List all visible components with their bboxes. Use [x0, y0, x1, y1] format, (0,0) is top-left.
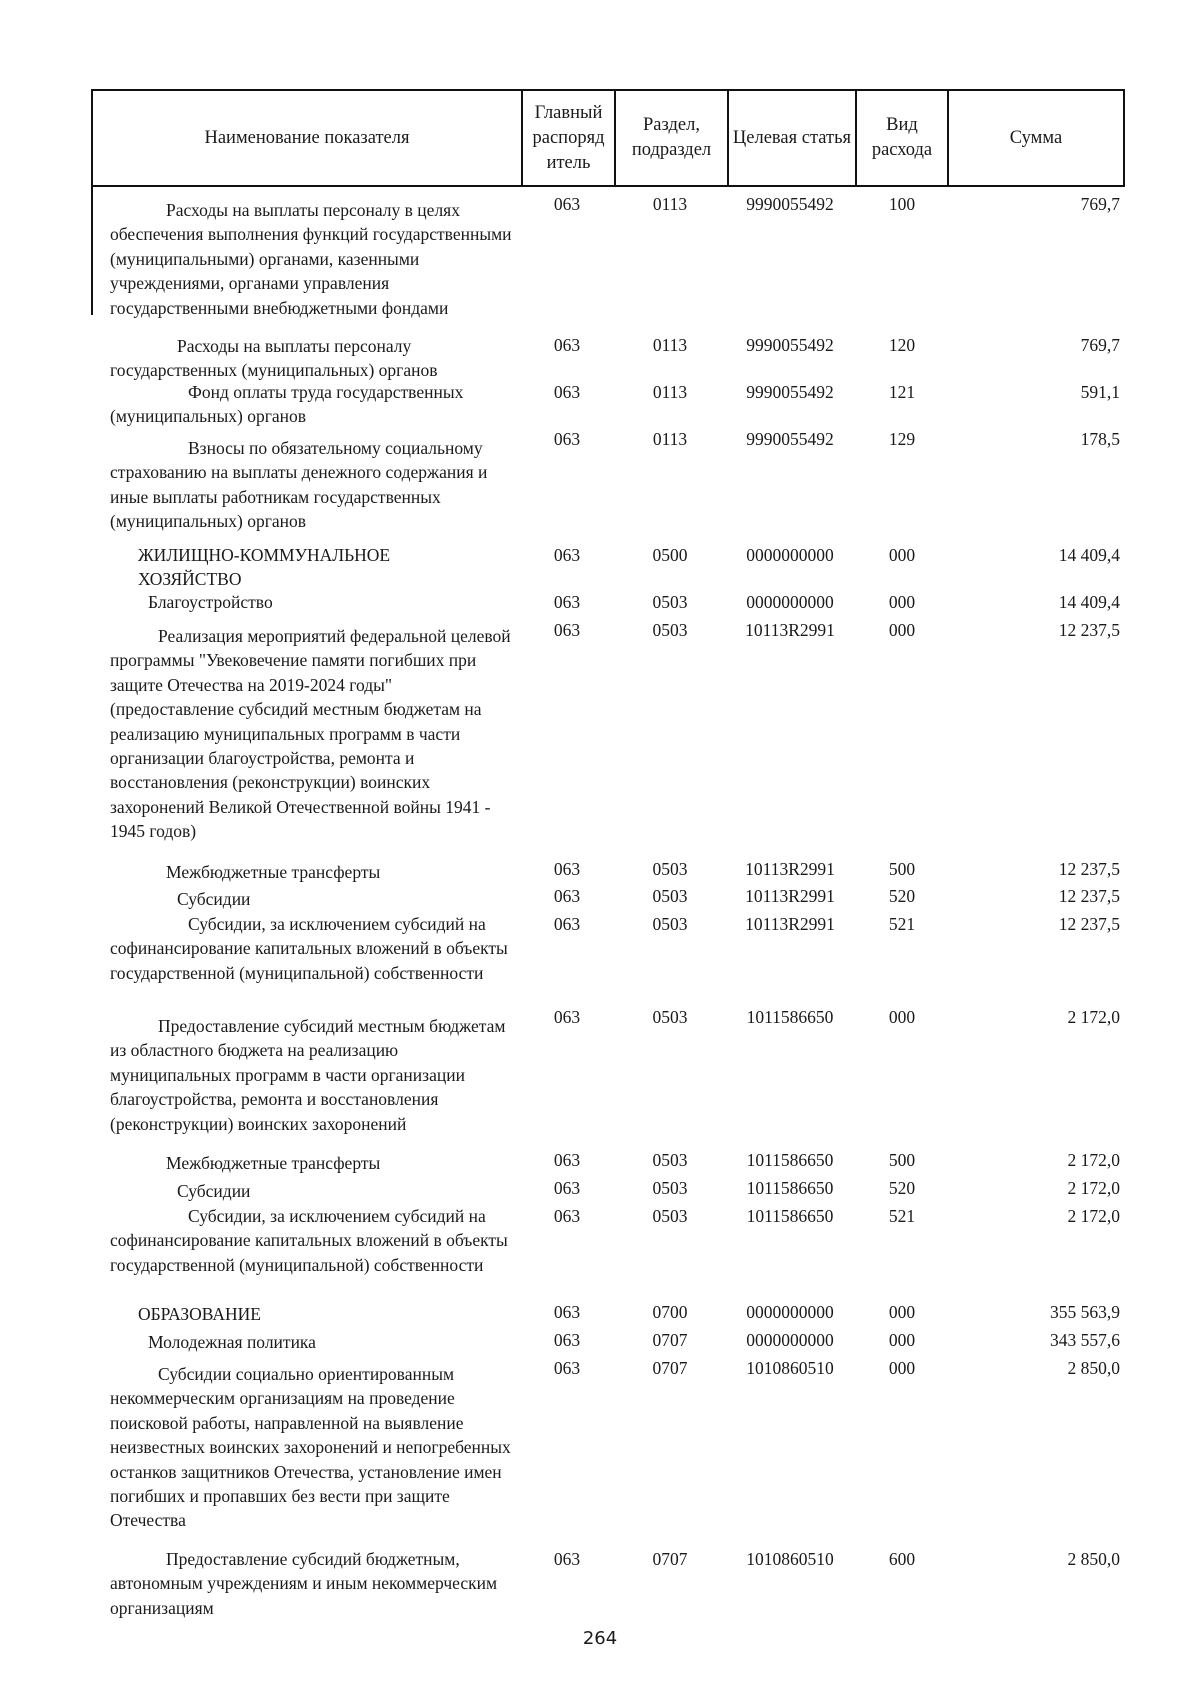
row-section: 0503: [652, 620, 688, 640]
page-number: 264: [582, 1628, 618, 1649]
row-expense-type: 500: [888, 859, 916, 879]
row-expense-type: 000: [888, 1302, 916, 1322]
row-section: 0503: [652, 886, 688, 906]
row-section: 0700: [652, 1302, 688, 1322]
row-target-article: 0000000000: [746, 592, 834, 612]
row-sum: 343 557,6: [1050, 1330, 1120, 1350]
row-target-article: 10113R2991: [745, 914, 835, 934]
row-grbs: 063: [553, 1302, 581, 1322]
row-sum: 2 172,0: [1067, 1178, 1120, 1198]
row-expense-type: 520: [888, 1178, 916, 1198]
row-expense-type: 000: [888, 620, 916, 640]
row-sum: 2 850,0: [1067, 1358, 1120, 1378]
row-grbs: 063: [553, 620, 581, 640]
row-target-article: 10113R2991: [745, 886, 835, 906]
row-expense-type: 521: [888, 1206, 916, 1226]
row-target-article: 9990055492: [746, 335, 834, 355]
row-sum: 2 172,0: [1067, 1206, 1120, 1226]
row-grbs: 063: [553, 1358, 581, 1378]
row-grbs: 063: [553, 194, 581, 214]
row-name: Субсидии: [177, 889, 251, 909]
row-expense-type: 000: [888, 1330, 916, 1350]
row-name: Расходы на выплаты персоналу государственных (муниципальных) органов: [110, 336, 438, 381]
row-section: 0707: [652, 1549, 688, 1569]
row-grbs: 063: [553, 592, 581, 612]
row-name: Субсидии: [177, 1181, 251, 1201]
row-sum: 178,5: [1080, 429, 1120, 449]
row-sum: 12 237,5: [1058, 859, 1120, 879]
row-expense-type: 100: [888, 194, 916, 214]
header-name: Наименование показателя: [92, 90, 522, 186]
row-grbs: 063: [553, 429, 581, 449]
row-expense-type: 521: [888, 914, 916, 934]
row-grbs: 063: [553, 1178, 581, 1198]
row-target-article: 10113R2991: [745, 620, 835, 640]
row-sum: 769,7: [1080, 194, 1120, 214]
row-name: Субсидии, за исключением субсидий на софинансирование капитальных вложений в объекты государственной (муниципальной) собственности: [110, 1206, 508, 1275]
row-name: Расходы на выплаты персоналу в целях обеспечения выполнения функций государственными (муниципальными) органами, казенными учреждениями, органами управления государственными внебюджетными фондами: [110, 200, 512, 318]
header-expense-type: Вид расхода: [856, 90, 948, 186]
row-sum: 2 172,0: [1067, 1007, 1120, 1027]
row-section: 0500: [652, 545, 688, 565]
row-section: 0503: [652, 1178, 688, 1198]
row-section: 0707: [652, 1358, 688, 1378]
header-target-article: Целевая статья: [728, 90, 856, 186]
row-expense-type: 000: [888, 1007, 916, 1027]
row-expense-type: 121: [888, 382, 916, 402]
row-section: 0503: [652, 592, 688, 612]
row-sum: 591,1: [1080, 382, 1120, 402]
row-sum: 2 850,0: [1067, 1549, 1120, 1569]
row-target-article: 0000000000: [746, 545, 834, 565]
row-target-article: 1010860510: [746, 1549, 834, 1569]
row-target-article: 9990055492: [746, 382, 834, 402]
row-target-article: 1010860510: [746, 1358, 834, 1378]
row-name: Реализация мероприятий федеральной целевой программы "Увековечение памяти погибших при защите Отечества на 2019-2024 годы" (предоставление субсидий местным бюджетам на реализацию муниципальных программ в части организации благоустройства, ремонта и восстановления (реконструкции) воинских захоронений Великой Отечественной войны 1941 - 1945 годов): [110, 626, 511, 842]
row-target-article: 9990055492: [746, 429, 834, 449]
row-target-article: 0000000000: [746, 1330, 834, 1350]
row-sum: 12 237,5: [1058, 886, 1120, 906]
row-expense-type: 000: [888, 1358, 916, 1378]
row-grbs: 063: [553, 1206, 581, 1226]
row-grbs: 063: [553, 1007, 581, 1027]
row-target-article: 1011586650: [746, 1150, 834, 1170]
row-name: Предоставление субсидий бюджетным, автономным учреждениям и иным некоммерческим организациям: [110, 1549, 498, 1618]
row-target-article: 0000000000: [746, 1302, 834, 1322]
row-section: 0503: [652, 1007, 688, 1027]
row-grbs: 063: [553, 545, 581, 565]
row-name: Молодежная политика: [148, 1332, 316, 1352]
row-sum: 355 563,9: [1050, 1302, 1120, 1322]
row-target-article: 1011586650: [746, 1007, 834, 1027]
row-name: Субсидии, за исключением субсидий на софинансирование капитальных вложений в объекты государственной (муниципальной) собственности: [110, 914, 508, 983]
header-sum: Сумма: [948, 90, 1124, 186]
row-section: 0503: [652, 914, 688, 934]
row-grbs: 063: [553, 1330, 581, 1350]
row-target-article: 1011586650: [746, 1206, 834, 1226]
row-name: Взносы по обязательному социальному страхованию на выплаты денежного содержания и иные выплаты работникам государственных (муниципальных) органов: [110, 438, 488, 532]
row-section: 0113: [652, 194, 688, 214]
row-name: Межбюджетные трансферты: [166, 1153, 381, 1173]
row-expense-type: 000: [888, 545, 916, 565]
row-sum: 14 409,4: [1058, 592, 1120, 612]
row-name: Фонд оплаты труда государственных (муниципальных) органов: [110, 382, 464, 427]
row-section: 0503: [652, 1206, 688, 1226]
row-expense-type: 520: [888, 886, 916, 906]
row-grbs: 063: [553, 1150, 581, 1170]
row-grbs: 063: [553, 1549, 581, 1569]
header-grbs: Главный распоряд итель: [522, 90, 615, 186]
row-name: Предоставление субсидий местным бюджетам из областного бюджета на реализацию муниципальных программ в части организации благоустройства, ремонта и восстановления (реконструкции) воинских захоронений: [110, 1016, 506, 1134]
row-expense-type: 000: [888, 592, 916, 612]
row-section: 0113: [652, 429, 688, 449]
table-left-border: [91, 187, 93, 315]
row-expense-type: 500: [888, 1150, 916, 1170]
row-grbs: 063: [553, 382, 581, 402]
row-grbs: 063: [553, 859, 581, 879]
row-expense-type: 129: [888, 429, 916, 449]
header-section: Раздел, подраздел: [615, 90, 728, 186]
row-name: Субсидии социально ориентированным некоммерческим организациям на проведение поисковой работы, направленной на выявление неизвестных воинских захоронений и непогребенных останков защитников Отечества, установление имен погибших и пропавших без вести при защите Отечества: [110, 1364, 511, 1531]
row-target-article: 1011586650: [746, 1178, 834, 1198]
row-expense-type: 120: [888, 335, 916, 355]
row-sum: 12 237,5: [1058, 914, 1120, 934]
table-header: [91, 89, 1125, 187]
row-sum: 2 172,0: [1067, 1150, 1120, 1170]
row-grbs: 063: [553, 886, 581, 906]
row-grbs: 063: [553, 914, 581, 934]
row-name: ОБРАЗОВАНИЕ: [138, 1304, 261, 1324]
row-target-article: 10113R2991: [745, 859, 835, 879]
row-section: 0707: [652, 1330, 688, 1350]
row-sum: 14 409,4: [1058, 545, 1120, 565]
row-expense-type: 600: [888, 1549, 916, 1569]
row-name: ЖИЛИЩНО-КОММУНАЛЬНОЕ ХОЗЯЙСТВО: [138, 545, 391, 590]
row-name: Благоустройство: [148, 592, 273, 612]
row-target-article: 9990055492: [746, 194, 834, 214]
row-sum: 12 237,5: [1058, 620, 1120, 640]
row-section: 0503: [652, 859, 688, 879]
row-sum: 769,7: [1080, 335, 1120, 355]
row-grbs: 063: [553, 335, 581, 355]
row-section: 0113: [652, 335, 688, 355]
row-name: Межбюджетные трансферты: [166, 862, 381, 882]
row-section: 0503: [652, 1150, 688, 1170]
row-section: 0113: [652, 382, 688, 402]
